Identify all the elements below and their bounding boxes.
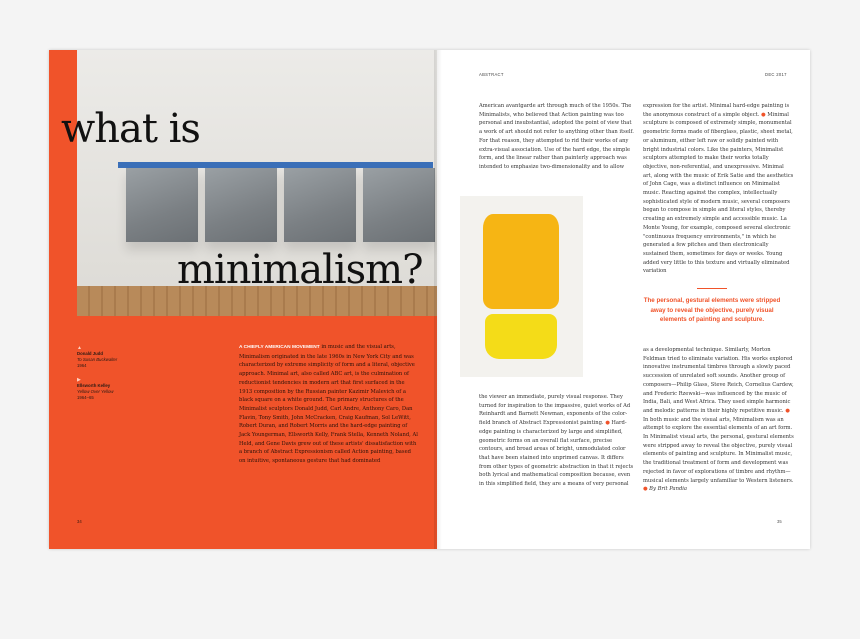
col2-top-b: Minimal sculpture is composed of extremely simple, monumental geometric forms made of fiberglass, plastic, sheet metal, or aluminum, either left raw or solidly painted with bright industrial colors. Like the painters, Minimalist sculptors attempted to make their works totally objective, non-referential, and unexpressive. Minimal art, along with the music of Erik Satie and the aesthetics of John Cage, was a distinct influence on Minimalist music. Reacting against the complex, intellectually sophisticated style of modern music, several composers began to compose in simple and literal styles, thereby creating an extremely simple and accessible music. La Monte Young, for example, composed several electronic "continuous frequency environments," in which he generated a few pitches and then electronically sustained them, sometimes for days or weeks. Young added very little to this texture and virtually eliminated variation xyxy=(643,111,794,275)
judd-sculpture xyxy=(118,162,433,242)
caption-kelley xyxy=(77,377,137,401)
right-page xyxy=(437,50,810,549)
caption-marker: ▶ xyxy=(77,377,81,383)
caption-work: Yellow Over Yellow xyxy=(77,389,114,394)
byline: By Brit Pandia xyxy=(647,486,688,493)
yellow-form xyxy=(485,314,557,359)
caption-year: 1964–65 xyxy=(77,395,94,400)
caption-work: To Susan Buckwalter xyxy=(77,357,118,362)
lead-in: A CHIEFLY AMERICAN MOVEMENT xyxy=(239,345,320,350)
caption-year: 1964 xyxy=(77,363,87,368)
kelly-painting xyxy=(460,196,583,377)
col2-top-text xyxy=(643,102,794,276)
caption-marker: ▲ xyxy=(77,345,82,351)
caption-judd xyxy=(77,345,137,369)
caption-artist: Ellsworth Kelley xyxy=(77,383,111,388)
title-line-1: what is xyxy=(61,106,200,152)
running-head-section: ABSTRACT xyxy=(479,72,504,77)
col1-bottom-b: Hard-edge painting is characterized by large and simplified, geometric forms on an overall flat surface, precise contours, and broad areas of bright, unmodulated color that have been stained into unprimed canvas. It differs from other types of geometric abstraction in that it rejects both lyrical and mathematical composition because, even in this simplified field, they are a means of very personal xyxy=(479,420,634,488)
pull-quote: The personal, gestural elements were stripped away to reveal the objective, purely visual elements of painting and sculpture. xyxy=(643,297,781,324)
bullet: ● xyxy=(761,111,766,118)
magazine-spread xyxy=(49,50,810,549)
running-head-date: DEC 2017 xyxy=(765,72,787,77)
col1-top-text: American avantgarde art through much of the 1950s. The Minimalists, who believed that Action painting was too personal and insubstantial, adopted the point of view that a work of art should not refer to anything other than itself. For that reason, they attempted to rid their works of any extra-visual association. Use of the hard edge, the simple form, and the linear rather than painterly approach was intended to emphasize two-dimensionality and to allow xyxy=(479,103,634,170)
metal-box xyxy=(363,168,435,242)
folio-right: 35 xyxy=(777,519,782,524)
col1-bottom-a: the viewer an immediate, purely visual response. They turned for inspiration to the impassive, quiet works of Ad Reinhardt and Barnett Newman, exponents of the color-field branch of Abstract Expressionist painting. xyxy=(479,394,631,427)
metal-box xyxy=(284,168,356,242)
bullet: ● xyxy=(605,420,610,427)
col1-bottom-text xyxy=(479,393,635,489)
col2-bottom-b: In both music and the visual arts, Minimalism was an attempt to explore the essential elements of an art form. In Minimalist visual arts, the personal, gestural elements were stripped away to reveal the objective, purely visual elements of painting and sculpture. In Minimalist music, the traditional treatment of form and development was rejected in favor of explorations of timbre and rhythm—musical elements largely unfamiliar to Western listeners. xyxy=(643,416,794,484)
metal-box xyxy=(126,168,198,242)
caption-artist: Donald Judd xyxy=(77,351,104,356)
col2-bottom-text xyxy=(643,346,794,494)
col2-bottom-a: as a developmental technique. Similarly, Morton Feldman tried to eliminate variation. His works explored innovative instrumental timbres through a slowly paced succession of unrelated soft sounds. Another group of composers—Philip Glass, Steve Reich, Cornelius Cardew, and Frederic Rzewski—was influenced by the music of India, Bali, and West Africa. They used simple harmonic and melodic patterns in their highly repetitive music. xyxy=(643,347,794,414)
pull-quote-rule xyxy=(697,288,727,289)
bullet: ● xyxy=(785,407,790,414)
col2-top-a: expression for the artist. Minimal hard-edge painting is the anonymous construct of a simple object. xyxy=(643,103,790,118)
left-body: in music and the visual arts, Minimalism originated in the late 1960s in New York City and was characterized by extreme simplicity of form and a literal, objective approach. Minimal art, also called ABC art, is the culmination of reductionist tendencies in modern art that first surfaced in the 1913 composition by the Russian painter Kazimir Malevich of a black square on a white ground. The primary structures of the Minimalist sculptors Donald Judd, Carl Andre, Anthony Caro, Dan Flavin, Tony Smith, John McCracken, Craig Kaufman, Sol LeWitt, Robert Duran, and Robert Morris and the hard-edge painting of Jack Youngerman, Ellsworth Kelly, Frank Stella, Kenneth Noland, Al Held, and Gene Davis grew out of these artists' dissatisfaction with a branch of Abstract Expressionism called Action painting, based on intuitive, spontaneous gesture that had dominated xyxy=(239,344,418,465)
title-line-2: minimalism? xyxy=(177,247,423,293)
left-body-text xyxy=(239,343,419,466)
gutter-shadow xyxy=(434,50,442,549)
bullet: ● xyxy=(643,486,648,493)
left-page xyxy=(49,50,437,549)
metal-box xyxy=(205,168,277,242)
orange-form xyxy=(483,214,559,309)
folio-left: 34 xyxy=(77,519,82,524)
